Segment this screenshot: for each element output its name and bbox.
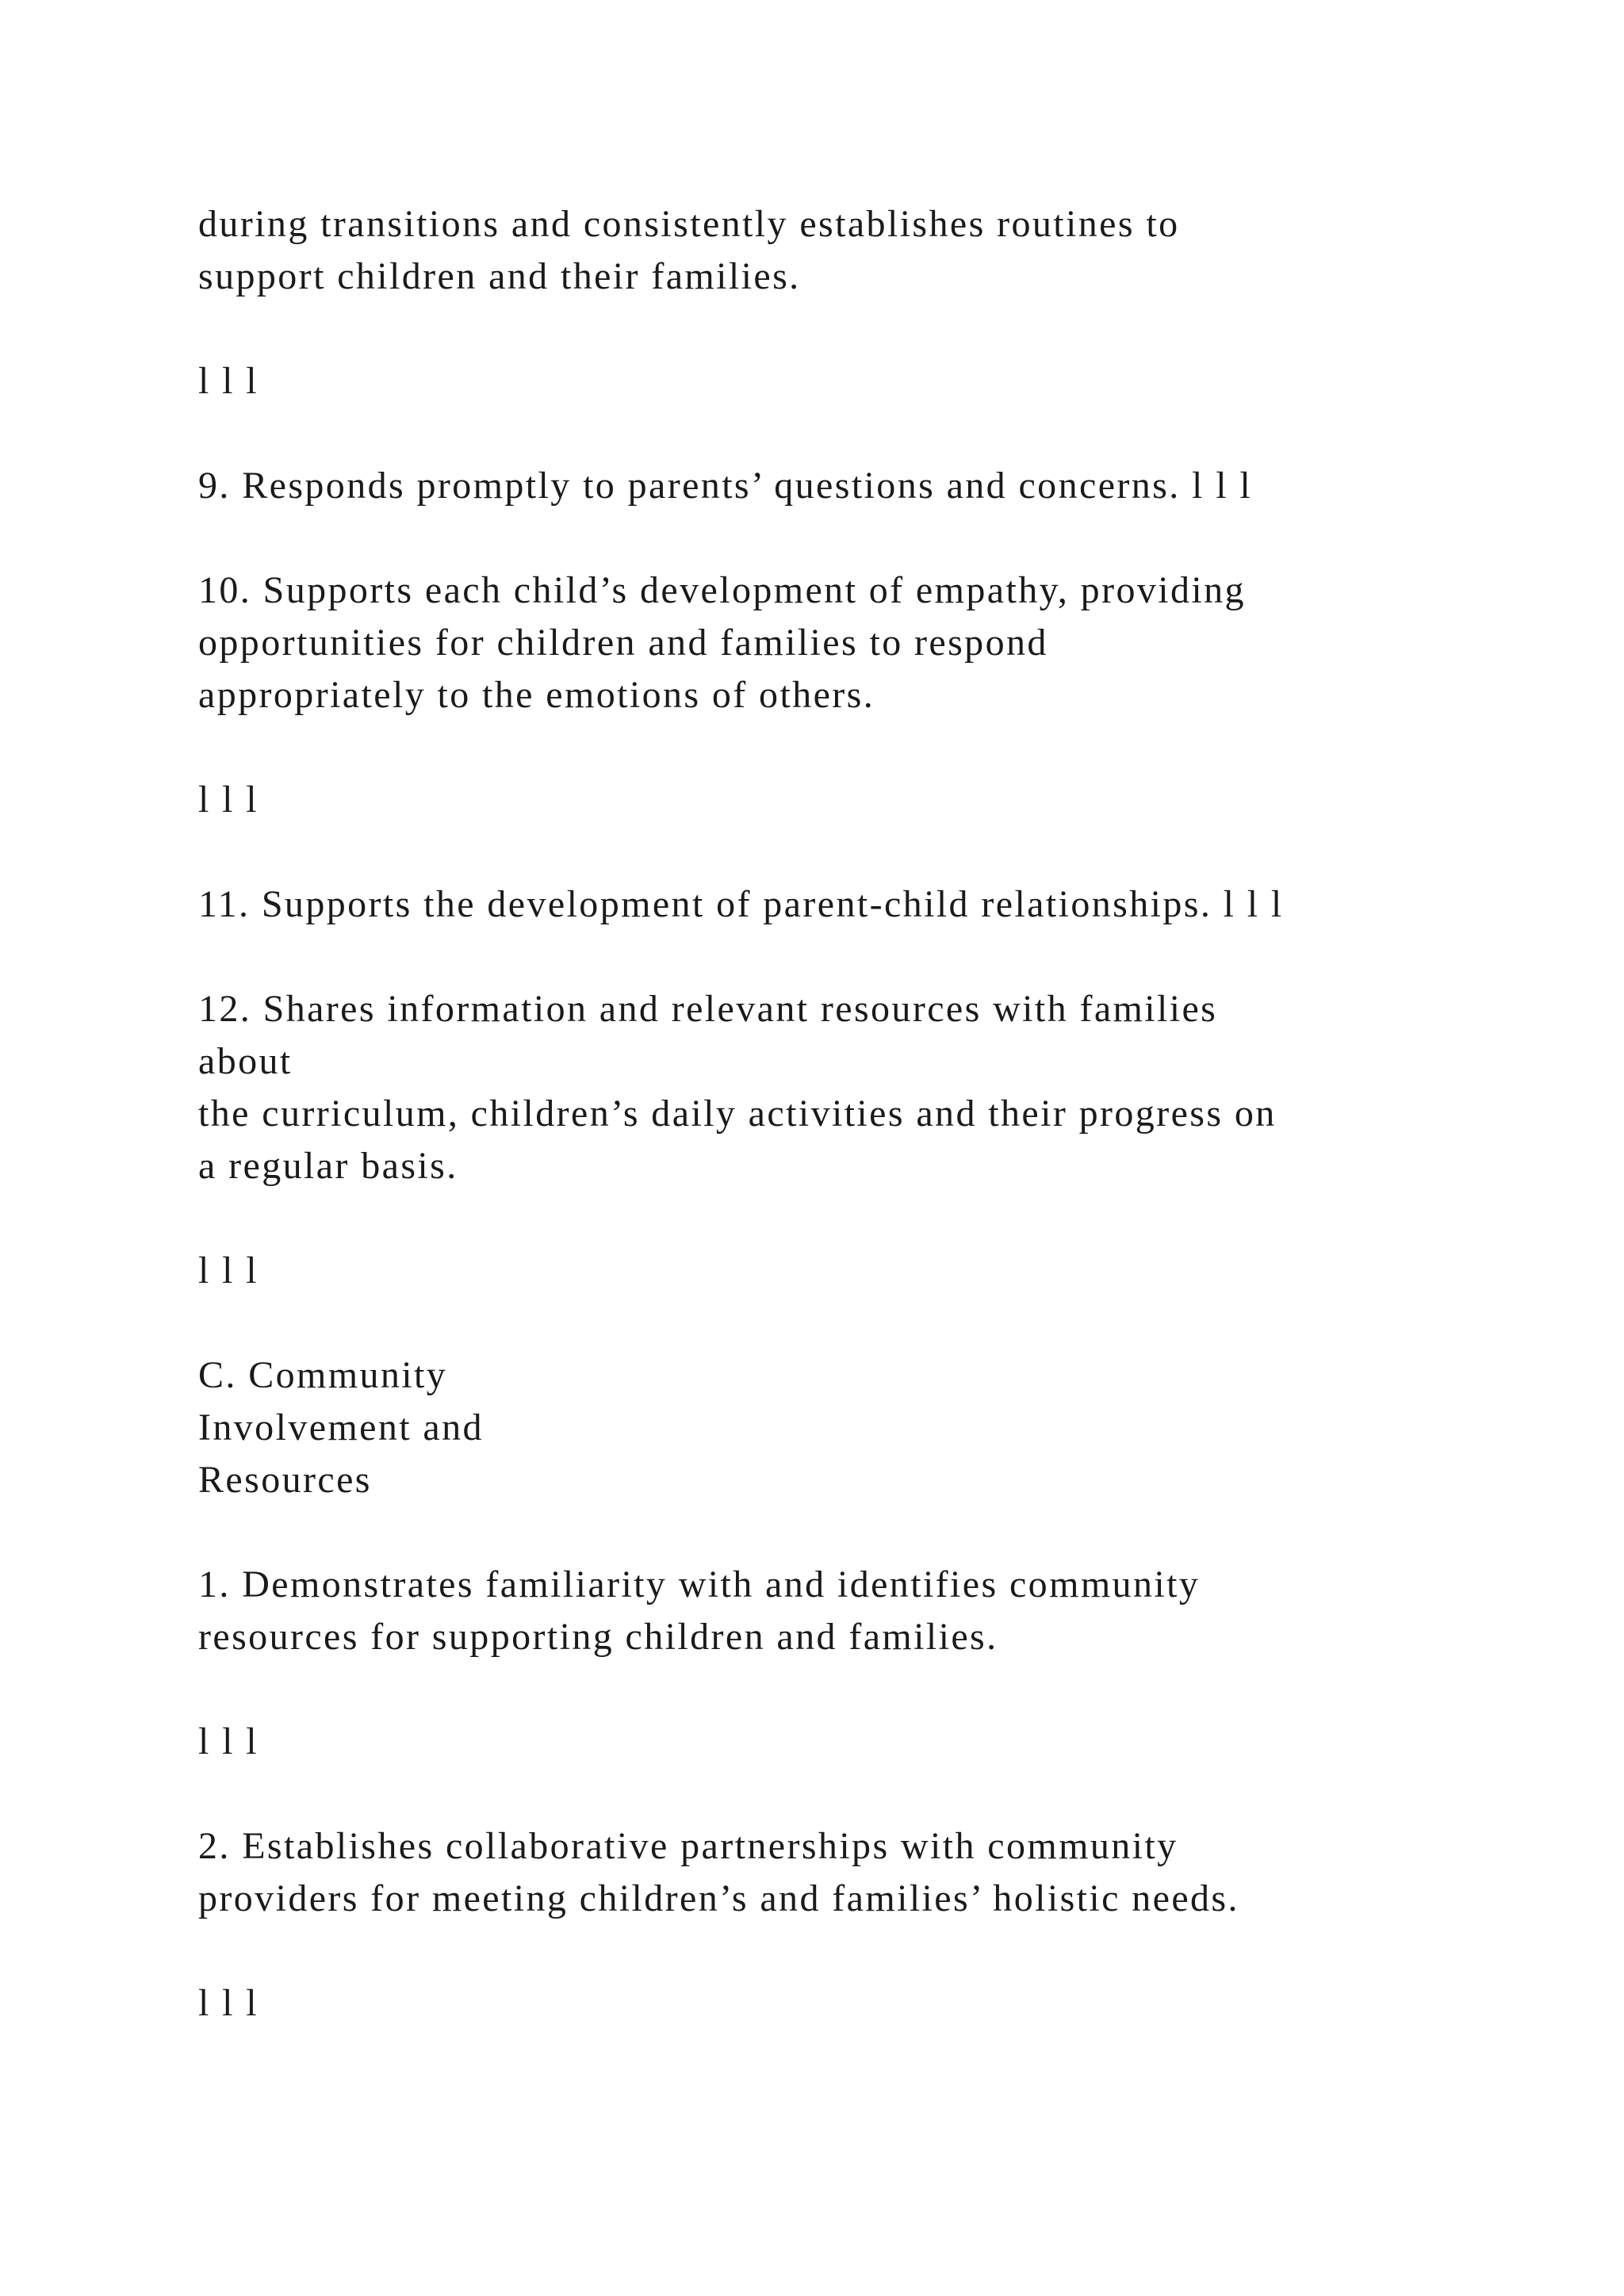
item-10-empathy: 10. Supports each child’s development of empathy, providing opportunities for children and families to respond appropriately to the emotions of others. bbox=[198, 569, 1246, 716]
rating-marks: l l l bbox=[198, 1720, 259, 1762]
section-heading-community: C. Community Involvement and Resources bbox=[198, 1354, 484, 1501]
rating-marks: l l l bbox=[198, 1982, 259, 2024]
item-9-responds-promptly: 9. Responds promptly to parents’ questions and concerns. l l l bbox=[198, 465, 1253, 507]
item-12-shares-information: 12. Shares information and relevant resources with families about the curriculum, children’s daily activities and their progress on a regular basis. bbox=[198, 988, 1277, 1187]
rating-marks: l l l bbox=[198, 779, 259, 821]
item-1-community-resources: 1. Demonstrates familiarity with and identifies community resources for supporting children and families. bbox=[198, 1563, 1201, 1658]
rating-marks: l l l bbox=[198, 1249, 259, 1292]
item-2-collaborative-partnerships: 2. Establishes collaborative partnerships with community providers for meeting children’s and families’ holistic needs. bbox=[198, 1825, 1239, 1919]
paragraph-transitions-routines: during transitions and consistently establishes routines to support children and their families. bbox=[198, 203, 1180, 297]
item-11-parent-child: 11. Supports the development of parent-child relationships. l l l bbox=[198, 883, 1284, 925]
rating-marks: l l l bbox=[198, 360, 259, 402]
